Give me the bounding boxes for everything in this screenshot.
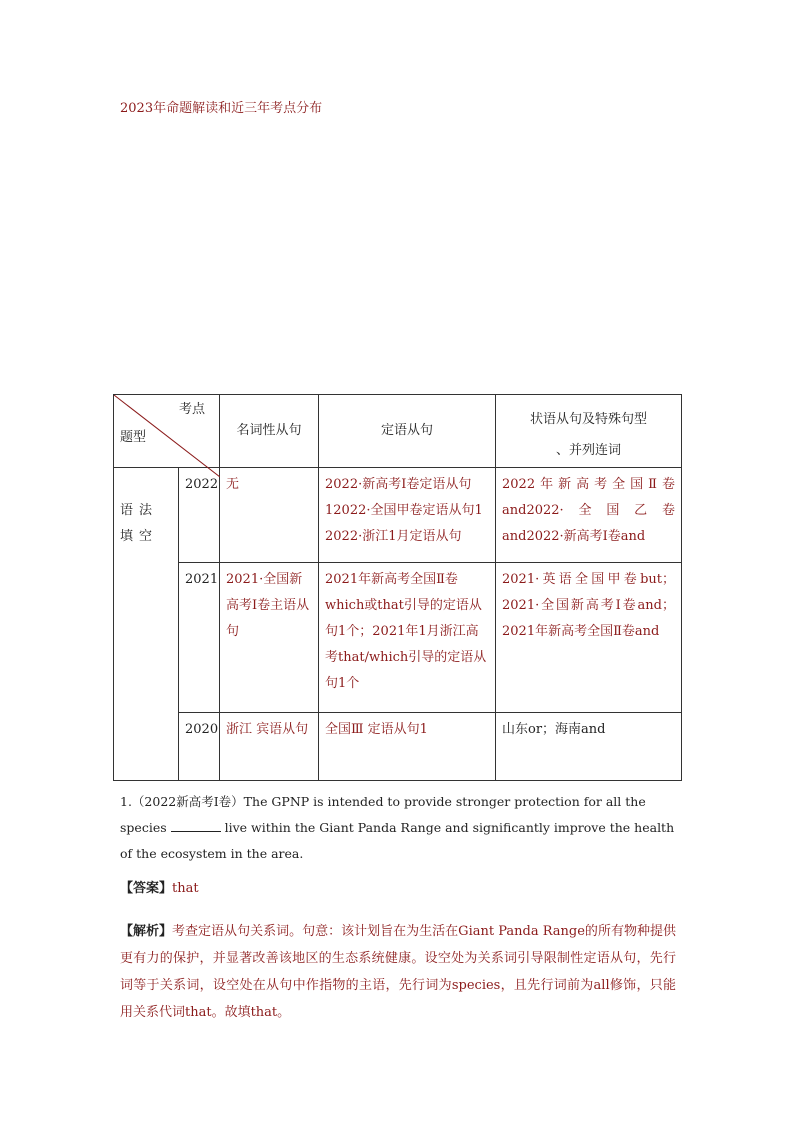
year-cell: 2022 <box>179 468 220 563</box>
header-noun-clause: 名词性从句 <box>220 395 319 468</box>
answer-value: that <box>172 881 199 896</box>
adverbial-cell: 2021·英语全国甲卷but；2021·全国新高考Ⅰ卷and；2021年新高考全国Ⅱ卷and <box>496 563 682 713</box>
noun-cell: 浙江 宾语从句 <box>220 713 319 781</box>
table-row <box>114 468 682 563</box>
corner-bottom-label: 题型 <box>120 430 147 445</box>
adverbial-cell: 2022年新高考全国Ⅱ卷and2022·全国乙卷and2022·新高考Ⅰ卷and <box>496 468 682 563</box>
category-cell: 语法填空 <box>114 468 179 781</box>
attributive-cell: 2021年新高考全国Ⅱ卷which或that引导的定语从句1个；2021年1月浙江高考that/which引导的定语从句1个 <box>319 563 496 713</box>
corner-top-label: 考点 <box>178 402 205 417</box>
header-adverbial-line1: 状语从句及特殊句型 <box>529 412 647 427</box>
answer-line <box>120 877 199 896</box>
question-suffix: live within the Giant Panda Range and significantly improve the health of the ecosystem in the area. <box>120 820 675 861</box>
noun-cell: 无 <box>220 468 319 563</box>
answer-label: 【答案】 <box>120 881 173 896</box>
analysis-label: 【解析】 <box>120 924 173 939</box>
adverbial-cell: 山东or；海南and <box>496 713 682 781</box>
exam-point-table <box>113 394 682 781</box>
header-adverbial-line2: 、并列连词 <box>555 443 621 458</box>
year-cell: 2021 <box>179 563 220 713</box>
noun-cell: 2021·全国新高考Ⅰ卷主语从句 <box>220 563 319 713</box>
table-row <box>114 713 682 781</box>
table-row <box>114 563 682 713</box>
analysis-paragraph <box>120 918 676 1026</box>
attributive-cell: 全国Ⅲ 定语从句1 <box>319 713 496 781</box>
page-title: 2023年命题解读和近三年考点分布 <box>120 101 323 116</box>
question-text <box>120 789 680 867</box>
header-adverbial-clause <box>496 395 682 468</box>
answer-blank <box>171 817 221 832</box>
diagonal-header-cell <box>114 395 220 468</box>
header-attributive-clause: 定语从句 <box>319 395 496 468</box>
year-cell: 2020 <box>179 713 220 781</box>
table-header-row <box>114 395 682 468</box>
analysis-text: 考查定语从句关系词。句意：该计划旨在为生活在Giant Panda Range的所有物种提供更有力的保护，并显著改善该地区的生态系统健康。设空处为关系词引导限制性定语从句，先行词等于关系词，设空处在从句中作指物的主语，先行词为species，且先行词前为all修饰，只能用关系代词that。故填that。 <box>120 924 676 1020</box>
question-prefix: 1.（2022新高考Ⅰ卷）The GPNP is intended to provide stronger protection for all the species <box>120 794 646 835</box>
attributive-cell: 2022·新高考Ⅰ卷定语从句12022·全国甲卷定语从句1 2022·浙江1月定语从句 <box>319 468 496 563</box>
